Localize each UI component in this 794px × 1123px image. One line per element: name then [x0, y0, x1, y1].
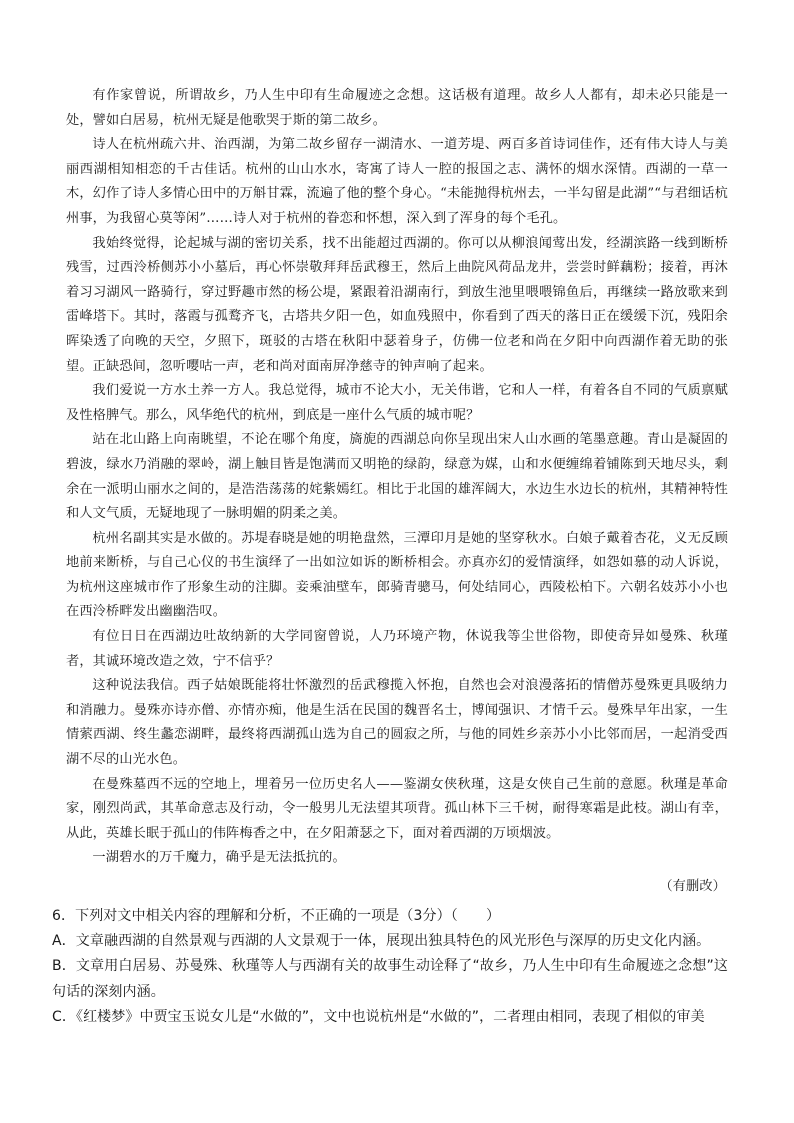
passage-paragraph-10: 一湖碧水的万千魔力，确乎是无法抵抗的。 — [92, 850, 346, 866]
option-a: A．文章融西湖的自然景观与西湖的人文景观于一体，展现出独具特色的风光形色与深厚的历史文化内涵。 — [52, 933, 711, 949]
passage-paragraph-1: 有作家曾说，所谓故乡，乃人生中印有生命履迹之念想。这话极有道理。故乡人人都有，却未必只能是一处，譬如白居易，杭州无疑是他歌哭于斯的第二故乡。 — [66, 88, 728, 128]
passage-paragraph-5: 站在北山路上向南眺望，不论在哪个角度，旖旎的西湖总向你呈现出宋人山水画的笔墨意趣。青山是凝固的碧波，绿水乃消融的翠岭，湖上触目皆是饱满而又明艳的绿韵，绿意为媒，山和水便缠绵着铺陈到天地尽头，剩余在一派明山丽水之间的，是浩浩荡荡的姹紫嫣红。相比于北国的雄浑阔大，水边生水边长的杭州，其精神特性和人文气质，无疑地现了一脉明媚的阴柔之美。 — [66, 432, 728, 522]
option-c: C．《红楼梦》中贾宝玉说女儿是“水做的”，文中也说杭州是“水做的”，二者理由相同，表现了相似的审美 — [52, 1009, 705, 1026]
passage-paragraph-3: 我始终觉得，论起城与湖的密切关系，找不出能超过西湖的。你可以从柳浪闻莺出发，经湖滨路一线到断桥残雪，过西泠桥侧苏小小墓后，再心怀崇敬拜拜岳武穆王，然后上曲院风荷品龙井，尝尝时鲜藕粉；接着，再沐着习习湖风一路骑行，穿过野趣市然的杨公堤，紧跟着沿湖南行，到放生池里喂喂锦鱼后，再继续一路放歌来到雷峰塔下。其时，落霞与孤鹜齐飞，古塔共夕阳一色，如血残照中，你看到了西天的落日正在缓缓下沉，残阳余晖染透了向晚的天空，夕照下，斑驳的古塔在秋阳中瑟着身子，仿佛一位老和尚在夕阳中向西湖作着无助的张望。正缺恐间，忽听嘤咕一声，老和尚对面南屏净慈寺的钟声响了起来。 — [66, 235, 728, 374]
passage-paragraph-6: 杭州名副其实是水做的。苏堤春晓是她的明艳盘然，三潭印月是她的坚穿秋水。白娘子戴着杏花，义无反顾地前来断桥，与自己心仪的书生演绎了一出如泣如诉的断桥相会。亦真亦幻的爱情演绎，如怨如慕的动人诉说，为杭州这座城市作了形象生动的注脚。妾乘油壁车，郎骑青骢马，何处结同心，西陵松柏下。六朝名妓苏小小也在西泠桥畔发出幽幽浩叹。 — [66, 530, 728, 620]
passage — [66, 84, 728, 900]
question-stem: 6．下列对文中相关内容的理解和分析，不正确的一项是（3分）（ ） — [52, 907, 501, 924]
option-b: B．文章用白居易、苏曼殊、秋瑾等人与西湖有关的故事生动诠释了“故乡，乃人生中印有生命履迹之念想”这句话的深刻内涵。 — [52, 958, 728, 1000]
passage-paragraph-4: 我们爱说一方水土养一方人。我总觉得，城市不论大小，无关伟谐，它和人一样，有着各自不同的气质禀赋及性格脾气。那么，风华绝代的杭州，到底是一座什么气质的城市呢？ — [66, 383, 728, 423]
edit-note: （有删改） — [659, 879, 726, 894]
passage-paragraph-8: 这种说法我信。西子姑娘既能将壮怀激烈的岳武穆揽入怀抱，自然也会对浪漫落拓的情僧苏曼殊更具吸纳力和消融力。曼殊亦诗亦僧、亦情亦痴，他是生活在民国的魏晋名士，博闻强识、才情千云。曼殊早年出家，一生情萦西湖、终生蠡恋湖畔，最终将西湖孤山选为自己的圆寂之所，与他的同姓乡亲苏小小比邻而居，一起消受西湖不尽的山光水色。 — [66, 678, 728, 768]
question-6 — [52, 904, 728, 1031]
passage-paragraph-2: 诗人在杭州疏六井、治西湖，为第二故乡留存一湖清水、一道芳堤、两百多首诗词佳作，还有伟大诗人与美丽西湖相知相恋的千古佳话。杭州的山山水水，寄寓了诗人一腔的报国之志、满怀的烟水深情。西湖的一草一木，幻作了诗人多情心田中的万斛甘霖，流遍了他的整个身心。“未能抛得杭州去，一半勾留是此湖”“与君细话杭州事，为我留心莫等闲”……诗人对于杭州的眷恋和怀想，深入到了浑身的每个毛孔。 — [66, 137, 728, 226]
passage-paragraph-7: 有位日日在西湖边吐故纳新的大学同窗曾说，人乃环境产物，休说我等尘世俗物，即使奇异如曼殊、秋瑾者，其诚环境改造之效，宁不信乎？ — [66, 629, 728, 669]
passage-paragraph-9: 在曼殊墓西不远的空地上，埋着另一位历史名人——鉴湖女侠秋瑾，这是女侠自己生前的意愿。秋瑾是革命家，刚烈尚武，其革命意志及行动，令一般男儿无法望其项背。孤山林下三千树，耐得寒霜是此枝。湖山有幸，从此，英雄长眠于孤山的伟阵梅香之中，在夕阳萧瑟之下，面对着西湖的万顷烟波。 — [66, 776, 728, 841]
